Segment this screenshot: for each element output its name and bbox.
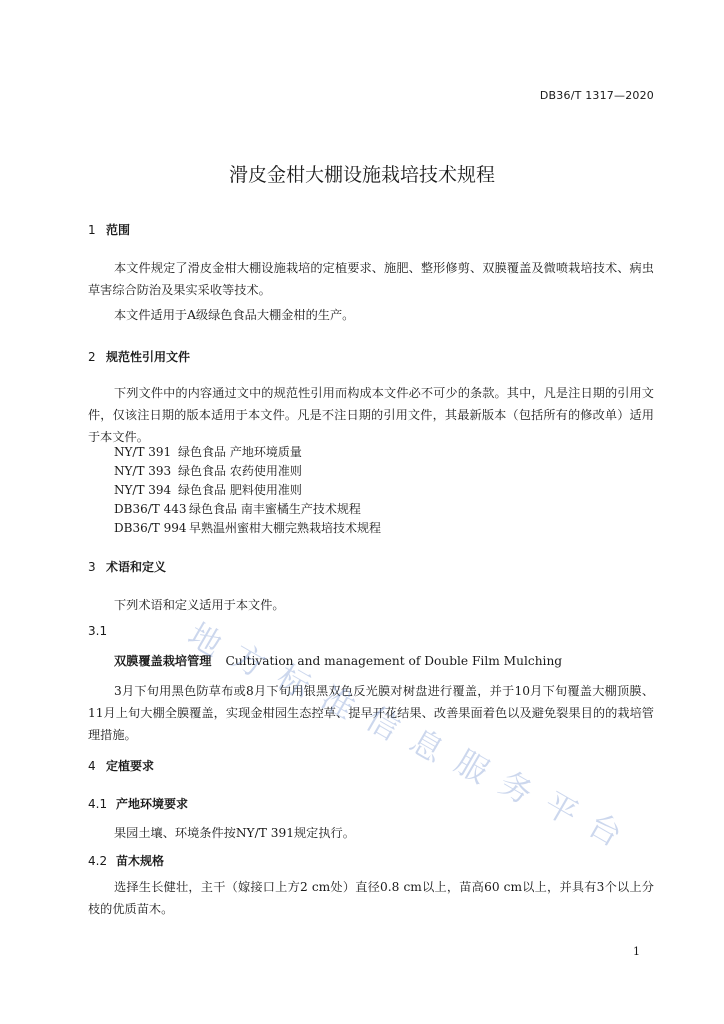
section-number: 4 [88,759,96,773]
subsection-4-2-heading [88,852,164,869]
reference-name: 绿色食品 南丰蜜橘生产技术规程 [189,502,361,516]
watermark-char: 地 [181,615,229,665]
section-title: 规范性引用文件 [106,350,191,364]
reference-name: 绿色食品 农药使用准则 [178,464,302,478]
section-2-heading [88,348,190,365]
reference-code: NY/T 391 [114,445,172,459]
term-entry [114,652,562,669]
reference-code: NY/T 393 [114,464,172,478]
watermark-char: 平 [537,784,584,834]
subsection-title: 苗木规格 [116,854,165,868]
section-title: 定植要求 [106,759,155,773]
term-definition: 3月下旬用黑色防草布或8月下旬用银黑双色反光膜对树盘进行覆盖，并于10月下旬覆盖大棚顶膜、11月上旬大棚全膜覆盖，实现金柑园生态控草、提早开花结果、改善果面着色以及避免裂果目的的栽培管理措施。 [88,684,654,742]
page-number: 1 [633,945,640,958]
watermark-char: 准 [314,678,362,728]
watermark-char: 方 [226,636,273,686]
section-number: 1 [88,223,96,237]
reference-name: 绿色食品 肥料使用准则 [178,483,302,497]
reference-item [114,462,302,479]
term-number: 3.1 [88,624,108,638]
section-1-heading [88,221,130,238]
reference-code: NY/T 394 [114,483,172,497]
watermark-char: 标 [270,657,318,707]
watermark-char: 台 [581,805,629,855]
subsection-4-1-heading [88,795,188,812]
reference-item [114,500,361,517]
paragraph: 下列文件中的内容通过文中的规范性引用而构成本文件必不可少的条款。其中，凡是注日期的引用文件，仅该注日期的版本适用于本文件。凡是不注日期的引用文件，其最新版本（包括所有的修改单）适用于本文件。 [88,386,654,444]
reference-name: 绿色食品 产地环境质量 [178,445,302,459]
section-title: 范围 [106,223,131,237]
reference-item [114,481,302,498]
paragraph: 本文件适用于A级绿色食品大棚金柑的生产。 [114,308,355,322]
paragraph: 果园土壤、环境条件按NY/T 391规定执行。 [114,826,355,840]
document-title: 滑皮金柑大棚设施栽培技术规程 [228,164,495,186]
reference-name: 早熟温州蜜柑大棚完熟栽培技术规程 [189,521,382,535]
section-4-heading [88,757,154,774]
paragraph: 选择生长健壮，主干（嫁接口上方2 cm处）直径0.8 cm以上，苗高60 cm以上，并具有3个以上分枝的优质苗木。 [88,880,654,916]
paragraph: 下列术语和定义适用于本文件。 [114,598,285,612]
paragraph: 本文件规定了滑皮金柑大棚设施栽培的定植要求、施肥、整形修剪、双膜覆盖及微喷栽培技术、病虫草害综合防治及果实采收等技术。 [88,261,654,297]
subsection-number: 4.1 [88,797,108,811]
subsection-title: 产地环境要求 [116,797,189,811]
term-english: Cultivation and management of Double Film Mulching [225,654,563,668]
section-3-heading [88,558,166,575]
reference-code: DB36/T 994 [114,521,187,535]
standard-code: DB36/T 1317—2020 [539,89,654,102]
section-title: 术语和定义 [106,560,167,574]
reference-item [114,443,302,460]
watermark-char: 务 [492,763,540,812]
term-chinese: 双膜覆盖栽培管理 [114,654,212,668]
section-number: 3 [88,560,96,574]
subsection-number: 4.2 [88,854,108,868]
section-number: 2 [88,350,96,364]
reference-code: DB36/T 443 [114,502,187,516]
watermark-char: 息 [403,720,451,770]
watermark-char: 信 [359,699,407,749]
reference-item [114,519,381,536]
watermark-char: 服 [448,741,496,791]
